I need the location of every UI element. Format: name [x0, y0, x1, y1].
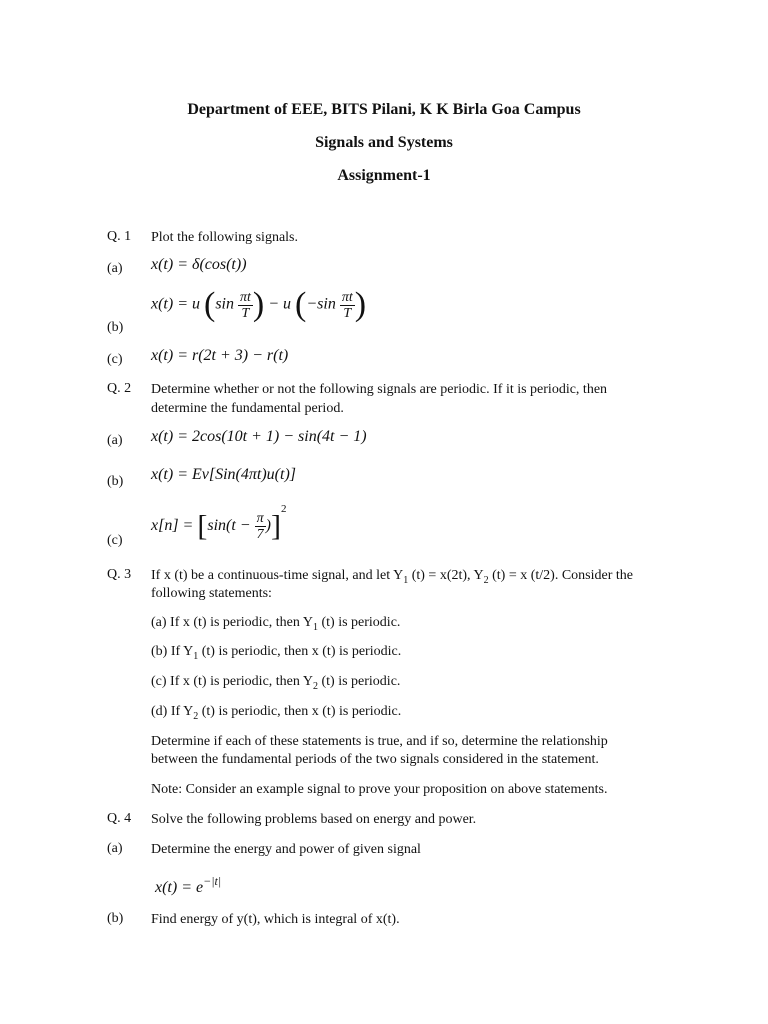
header-assignment: Assignment-1	[337, 167, 431, 184]
q3-text-line1: If x (t) be a continuous-time signal, and let $Y_1$ (t) = x(2t), $Y_2$ (t) = x (t/2). Consider the	[151, 568, 633, 586]
q3-number: Q. 3	[107, 567, 132, 582]
q3-statement-c: (c) If x (t) is periodic, then $Y_2$ (t) is periodic.	[151, 674, 401, 692]
header-department: Department of EEE, BITS Pilani, K K Birla Goa Campus	[187, 101, 581, 118]
q3-statement-b: (b) If $Y_1$ (t) is periodic, then x (t) is periodic.	[151, 644, 402, 662]
q1-number: Q. 1	[107, 229, 132, 244]
q4-a-text: Determine the energy and power of given signal	[151, 842, 421, 857]
q1-text: Plot the following signals.	[151, 230, 298, 245]
q1-c-expression: x(t) = r(2t + 3) − r(t)	[151, 347, 289, 364]
q2-b-label: (b)	[107, 474, 124, 489]
q1-a-label: (a)	[107, 261, 123, 276]
q4-a-expression: $x(t) = e^{-|t|}$	[155, 874, 222, 896]
q1-b-label: (b)	[107, 320, 124, 335]
q3-statement-a: (a) If x (t) is periodic, then $Y_1$ (t) is periodic.	[151, 615, 401, 633]
q1-c-label: (c)	[107, 352, 123, 367]
q2-text-line1: Determine whether or not the following signals are periodic. If it is periodic, then	[151, 382, 608, 397]
q2-a-label: (a)	[107, 433, 123, 448]
q4-number: Q. 4	[107, 811, 132, 826]
q3-determine-line2: between the fundamental periods of the two signals considered in the statement.	[151, 752, 599, 767]
q2-a-expression: x(t) = 2cos(10t + 1) − sin(4t − 1)	[151, 428, 367, 445]
header-course: Signals and Systems	[315, 134, 453, 151]
q3-text-line2: following statements:	[151, 586, 272, 601]
q4-a-label: (a)	[107, 841, 123, 856]
q2-c-label: (c)	[107, 533, 123, 548]
q1-a-expression: x(t) = δ(cos(t))	[151, 256, 247, 273]
q3-statement-d: (d) If $Y_2$ (t) is periodic, then x (t) is periodic.	[151, 704, 402, 722]
q2-text-line2: determine the fundamental period.	[151, 401, 344, 416]
q4-b-label: (b)	[107, 911, 124, 926]
q4-text: Solve the following problems based on energy and power.	[151, 812, 477, 827]
q2-number: Q. 2	[107, 381, 132, 396]
q3-note: Note: Consider an example signal to prove your proposition on above statements.	[151, 782, 608, 797]
q4-b-text: Find energy of y(t), which is integral of x(t).	[151, 912, 400, 927]
q2-c-expression: x[n] = [sin(t − $\frac{\pi}{7}$ )]$^2$	[151, 503, 287, 543]
q3-determine-line1: Determine if each of these statements is true, and if so, determine the relationship	[151, 734, 608, 749]
q1-b-expression: x(t) = u (sin $\frac{\pi t}{T}$ ) − u (−sin $\frac{\pi t}{T}$ )	[151, 286, 367, 323]
q2-b-expression: x(t) = Ev[Sin(4πt)u(t)]	[151, 466, 296, 483]
